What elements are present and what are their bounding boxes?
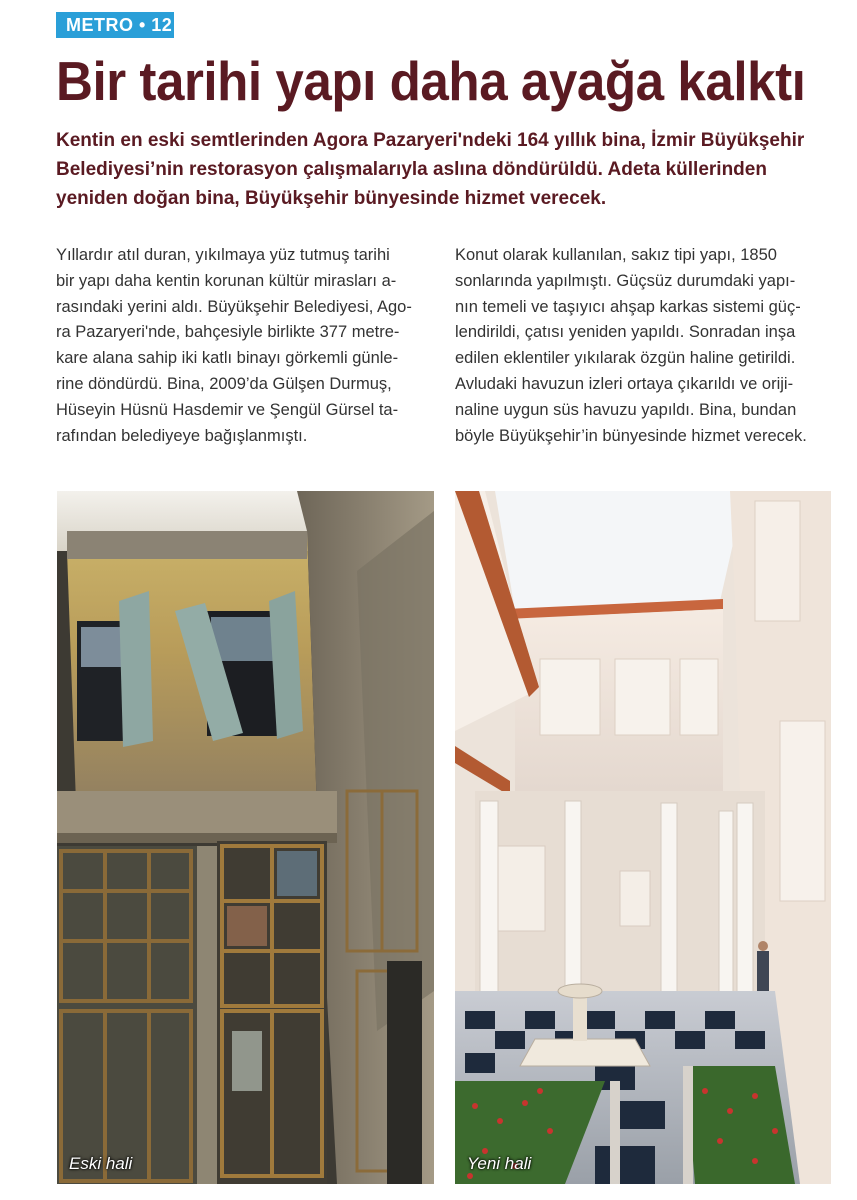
body-line: lendirildi, çatısı yeniden yapıldı. Sonradan inşa	[455, 323, 796, 342]
body-line: rine döndürdü. Bina, 2009’da Gülşen Durmuş,	[56, 374, 392, 393]
old-building-illustration	[57, 491, 434, 1184]
body-line: nın temeli ve taşıyıcı ahşap karkas sistemi güç-	[455, 297, 801, 316]
body-column-right	[455, 243, 835, 449]
headline: Bir tarihi yapı daha ayağa kalktı	[56, 50, 806, 112]
body-line: Hüseyin Hüsnü Hasdemir ve Şengül Gürsel ta-	[56, 400, 399, 419]
photo-caption-new: Yeni hali	[467, 1154, 532, 1173]
body-line: edilen eklentiler yıkılarak özgün haline getirildi.	[455, 349, 796, 368]
new-building-illustration	[455, 491, 831, 1184]
photo-caption-old: Eski hali	[69, 1154, 133, 1173]
body-line: ra Pazaryeri'nde, bahçesiyle birlikte 377 metre-	[56, 323, 400, 342]
body-line: böyle Büyükşehir’in bünyesinde hizmet verecek.	[455, 426, 807, 445]
body-line: Yıllardır atıl duran, yıkılmaya yüz tutmuş tarihi	[56, 246, 390, 264]
photo-old-building	[57, 491, 434, 1184]
body-line: kare alana sahip iki katlı binayı görkemli günle-	[56, 349, 399, 368]
body-column-left	[56, 243, 436, 449]
photo-new-building	[455, 491, 831, 1184]
section-tag: METRO • 12	[56, 12, 174, 38]
lede-paragraph: Kentin en eski semtlerinden Agora Pazaryeri'ndeki 164 yıllık bina, İzmir Büyükşehir Belediyesi’nin restorasyon çalışmalarıyla aslına döndürüldü. Adeta küllerinden yeniden doğan bina, Büyükşehir bünyesinde hizmet verecek.	[56, 130, 805, 209]
body-line: Avludaki havuzun izleri ortaya çıkarıldı ve oriji-	[455, 374, 794, 393]
body-line: rasındaki yerini aldı. Büyükşehir Belediyesi, Ago-	[56, 297, 412, 316]
body-line: rafından belediyeye bağışlanmıştı.	[56, 426, 308, 445]
body-line: naline uygun süs havuzu yapıldı. Bina, bundan	[455, 400, 797, 419]
body-line: Konut olarak kullanılan, sakız tipi yapı, 1850	[455, 246, 777, 264]
body-line: bir yapı daha kentin korunan kültür mirasları a-	[56, 271, 397, 290]
body-line: sonlarında yapılmıştı. Güçsüz durumdaki yapı-	[455, 271, 796, 290]
